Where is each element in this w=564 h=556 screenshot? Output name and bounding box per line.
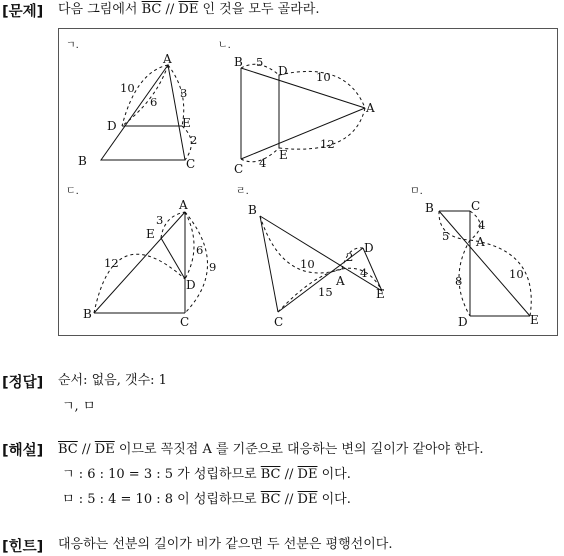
segment-bc: $\overline{BC}$ xyxy=(141,2,162,17)
explanation-tag: [해설] xyxy=(2,443,44,459)
f1-label-d: D xyxy=(107,119,117,133)
segment-de: $\overline{DE}$ xyxy=(297,467,318,482)
f5-label-e: E xyxy=(530,313,539,327)
f3-label-e: E xyxy=(146,227,155,241)
f2-segment-ca xyxy=(241,108,365,159)
f2-mark: ㄴ. xyxy=(218,40,231,51)
f5-num-5: 5 xyxy=(442,229,450,243)
f2-num-5: 5 xyxy=(256,55,264,69)
f1-label-b: B xyxy=(78,154,87,168)
answer-line-2: ㄱ, ㅁ xyxy=(62,399,96,414)
parallel-sign: // xyxy=(77,442,95,457)
segment-bc: $\overline{BC}$ xyxy=(260,467,281,482)
segment-de: $\overline{DE}$ xyxy=(297,492,318,507)
problem-text xyxy=(58,1,319,19)
f1-num-6: 6 xyxy=(150,95,158,109)
explanation-text: ㄱ : 6 : 10 = 3 : 5 가 성립하므로 xyxy=(62,467,261,482)
f4-num-15: 15 xyxy=(318,285,333,299)
f3-label-a: A xyxy=(179,198,188,212)
segment-bc: $\overline{BC}$ xyxy=(58,442,78,457)
f4-mark: ㄹ. xyxy=(236,186,249,197)
f4-num-10: 10 xyxy=(300,257,315,271)
f3-label-c: C xyxy=(180,315,190,329)
f3-num-12: 12 xyxy=(104,256,119,270)
segment-de: $\overline{DE}$ xyxy=(178,2,199,17)
f1-mark: ㄱ. xyxy=(66,40,79,51)
f5-mark: ㅁ. xyxy=(410,186,423,197)
explanation-text: 이다. xyxy=(317,492,351,507)
segment-de: $\overline{DE}$ xyxy=(94,442,115,457)
parallel-sign: // xyxy=(280,492,298,507)
problem-tag: [문제] xyxy=(2,4,44,20)
f2-label-b: B xyxy=(234,55,243,69)
explanation-line-3 xyxy=(62,491,351,509)
f3-segment-ed xyxy=(161,238,185,279)
answer-tag: [정답] xyxy=(2,375,44,391)
f1-triangle-abc xyxy=(101,65,188,160)
f2-num-4: 4 xyxy=(259,156,267,170)
f3-label-b: B xyxy=(83,307,92,321)
explanation-text: 이다. xyxy=(317,467,351,482)
f3-num-9: 9 xyxy=(209,260,217,274)
hint-tag: [힌트] xyxy=(2,539,44,555)
f4-label-e: E xyxy=(376,287,385,301)
f4-num-2: 2 xyxy=(346,250,354,264)
parallel-sign: // xyxy=(161,2,179,17)
f4-label-a: A xyxy=(336,274,345,288)
f2-num-10: 10 xyxy=(316,70,331,84)
explanation-line-1 xyxy=(58,441,484,459)
f4-label-c: C xyxy=(274,315,284,329)
f3-num-6: 6 xyxy=(196,243,204,257)
explanation-line-2 xyxy=(62,466,351,484)
f5-label-d: D xyxy=(458,315,468,329)
f4-num-4: 4 xyxy=(360,266,368,280)
f5-num-10: 10 xyxy=(509,267,524,281)
f2-segment-ba xyxy=(241,68,365,108)
f1-label-a: A xyxy=(163,52,172,66)
figures-svg xyxy=(58,28,558,336)
f4-label-b: B xyxy=(248,203,257,217)
f3-num-3: 3 xyxy=(156,213,164,227)
f5-label-a: A xyxy=(476,235,485,249)
f1-num-3: 3 xyxy=(180,86,188,100)
f2-label-e: E xyxy=(279,148,288,162)
f5-num-8: 8 xyxy=(455,274,463,288)
f1-num-10: 10 xyxy=(120,81,135,95)
f5-num-4: 4 xyxy=(478,218,486,232)
f1-label-c: C xyxy=(186,157,196,171)
f2-label-d: D xyxy=(278,64,288,78)
segment-bc: $\overline{BC}$ xyxy=(260,492,281,507)
f2-label-c: C xyxy=(234,162,244,176)
explanation-text: 이므로 꼭짓점 A 를 기준으로 대응하는 변의 길이가 같아야 한다. xyxy=(114,442,484,457)
f2-num-12: 12 xyxy=(320,137,335,151)
hint-text: 대응하는 선분의 길이가 비가 같으면 두 선분은 평행선이다. xyxy=(58,537,393,552)
figure-1 xyxy=(101,65,191,160)
f4-label-d: D xyxy=(364,241,374,255)
f1-label-e: E xyxy=(182,116,191,130)
problem-post: 인 것을 모두 골라라. xyxy=(198,2,320,17)
explanation-text: ㅁ : 5 : 4 = 10 : 8 이 성립하므로 xyxy=(62,492,261,507)
problem-pre: 다음 그림에서 xyxy=(58,2,142,17)
f2-label-a: A xyxy=(366,101,375,115)
f3-label-d: D xyxy=(186,278,196,292)
f5-label-c: C xyxy=(471,199,481,213)
f3-mark: ㄷ. xyxy=(66,186,79,197)
f3-arc-ac xyxy=(185,212,208,313)
f1-num-2: 2 xyxy=(190,133,198,147)
parallel-sign: // xyxy=(280,467,298,482)
answer-line-1: 순서: 없음, 갯수: 1 xyxy=(58,373,167,388)
figure-2 xyxy=(241,64,365,161)
f5-label-b: B xyxy=(425,201,434,215)
f4-segment-bc xyxy=(260,216,278,312)
